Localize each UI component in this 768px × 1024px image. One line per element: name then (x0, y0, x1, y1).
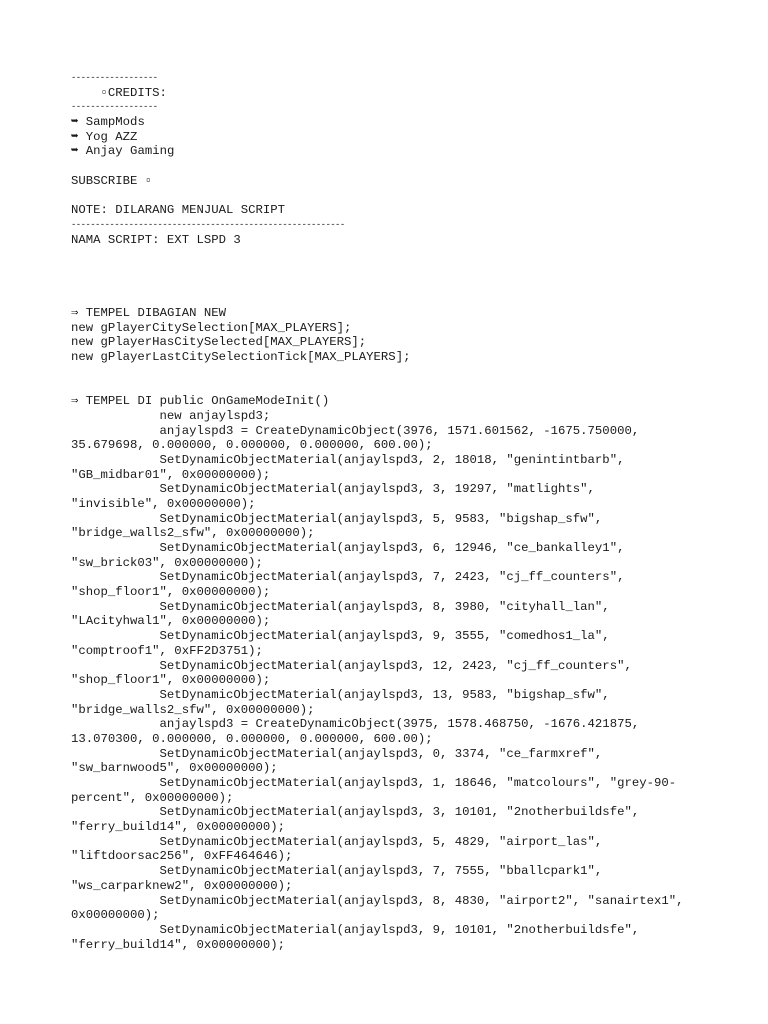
text-line: anjaylspd3 = CreateDynamicObject(3976, 1571.601562, -1675.750000, (71, 423, 640, 438)
text-line: anjaylspd3 = CreateDynamicObject(3975, 1578.468750, -1676.421875, (71, 717, 640, 732)
text-line: ➥ Anjay Gaming (71, 144, 175, 159)
text-line: SetDynamicObjectMaterial(anjaylspd3, 1, 18646, "matcolours", "grey-90- (71, 776, 677, 790)
text-line: SetDynamicObjectMaterial(anjaylspd3, 8, 4830, "airport2", "sanairtex1", (71, 893, 684, 908)
text-line: ------------------ (71, 73, 158, 83)
text-line: SetDynamicObjectMaterial(anjaylspd3, 3, 19297, "matlights", (71, 482, 595, 497)
text-line: "ferry_build14", 0x00000000); (71, 937, 286, 952)
text-line: "ferry_build14", 0x00000000); (71, 820, 286, 835)
text-line: SetDynamicObjectMaterial(anjaylspd3, 0, 3374, "ce_farmxref", (71, 746, 603, 761)
text-line: SetDynamicObjectMaterial(anjaylspd3, 7, 2423, "cj_ff_counters", (71, 570, 625, 585)
text-line: 35.679698, 0.000000, 0.000000, 0.000000, 600.00); (71, 438, 433, 453)
text-line: "LAcityhwal1", 0x00000000); (71, 614, 271, 629)
text-line: "invisible", 0x00000000); (71, 496, 256, 511)
document-body (71, 71, 751, 952)
text-line: SetDynamicObjectMaterial(anjaylspd3, 8, 3980, "cityhall_lan", (71, 599, 610, 614)
text-line: SetDynamicObjectMaterial(anjaylspd3, 2, 18018, "genintintbarb", (71, 452, 625, 467)
text-line: SetDynamicObjectMaterial(anjaylspd3, 9, 3555, "comedhos1_la", (71, 629, 610, 644)
text-line: SetDynamicObjectMaterial(anjaylspd3, 5, 9583, "bigshap_sfw", (71, 511, 603, 526)
blank-line (71, 291, 751, 306)
text-line: 0x00000000); (71, 908, 160, 923)
blank-line (71, 379, 751, 394)
text-line: new anjaylspd3; (71, 408, 271, 423)
text-line: "bridge_walls2_sfw", 0x00000000); (71, 526, 315, 541)
text-line: SetDynamicObjectMaterial(anjaylspd3, 6, 12946, "ce_bankalley1", (71, 541, 625, 555)
text-line: new gPlayerLastCitySelectionTick[MAX_PLAYERS]; (71, 350, 411, 365)
text-line: NAMA SCRIPT: EXT LSPD 3 (71, 232, 241, 247)
text-line: SetDynamicObjectMaterial(anjaylspd3, 7, 7555, "bballcpark1", (71, 864, 603, 879)
text-line: NOTE: DILARANG MENJUAL SCRIPT (71, 203, 286, 218)
text-line: "shop_floor1", 0x00000000); (71, 673, 271, 688)
text-line: SetDynamicObjectMaterial(anjaylspd3, 5, 4829, "airport_las", (71, 834, 603, 849)
text-line: ------------------ (71, 102, 158, 113)
blank-line (71, 365, 751, 380)
text-line: "GB_midbar01", 0x00000000); (71, 467, 271, 482)
text-line: "liftdoorsac256", 0xFF464646); (71, 849, 293, 864)
text-line: SetDynamicObjectMaterial(anjaylspd3, 9, 10101, "2notherbuildsfe", (71, 922, 640, 937)
blank-line (71, 159, 751, 174)
blank-line (71, 247, 751, 262)
text-line: percent", 0x00000000); (71, 790, 234, 805)
text-line: new gPlayerHasCitySelected[MAX_PLAYERS]; (71, 335, 367, 350)
text-line: "sw_barnwood5", 0x00000000); (71, 761, 278, 776)
text-line: ➥ SampMods (71, 115, 145, 130)
blank-line (71, 262, 751, 277)
text-line: SetDynamicObjectMaterial(anjaylspd3, 12, 2423, "cj_ff_counters", (71, 658, 632, 673)
text-line: "shop_floor1", 0x00000000); (71, 585, 271, 600)
text-line: SetDynamicObjectMaterial(anjaylspd3, 3, 10101, "2notherbuildsfe", (71, 805, 640, 820)
text-line: ⇒ TEMPEL DIBAGIAN NEW (71, 306, 226, 320)
text-line: "ws_carparknew2", 0x00000000); (71, 878, 293, 893)
text-line: ➥ Yog AZZ (71, 129, 138, 144)
text-line: new gPlayerCitySelection[MAX_PLAYERS]; (71, 320, 352, 335)
blank-line (71, 189, 751, 204)
blank-line (71, 277, 751, 292)
text-line: ⇒ TEMPEL DI public OnGameModeInit() (71, 394, 330, 409)
text-line: --------------------------------------------------------- (71, 219, 345, 230)
text-line: 13.070300, 0.000000, 0.000000, 0.000000, 600.00); (71, 731, 433, 746)
text-line: "bridge_walls2_sfw", 0x00000000); (71, 702, 315, 717)
text-line: "sw_brick03", 0x00000000); (71, 555, 263, 570)
text-line: "comptroof1", 0xFF2D3751); (71, 643, 263, 658)
text-line: SUBSCRIBE ▫ (71, 173, 153, 188)
text-line: ▫CREDITS: (71, 85, 167, 100)
text-line: SetDynamicObjectMaterial(anjaylspd3, 13, 9583, "bigshap_sfw", (71, 687, 610, 702)
